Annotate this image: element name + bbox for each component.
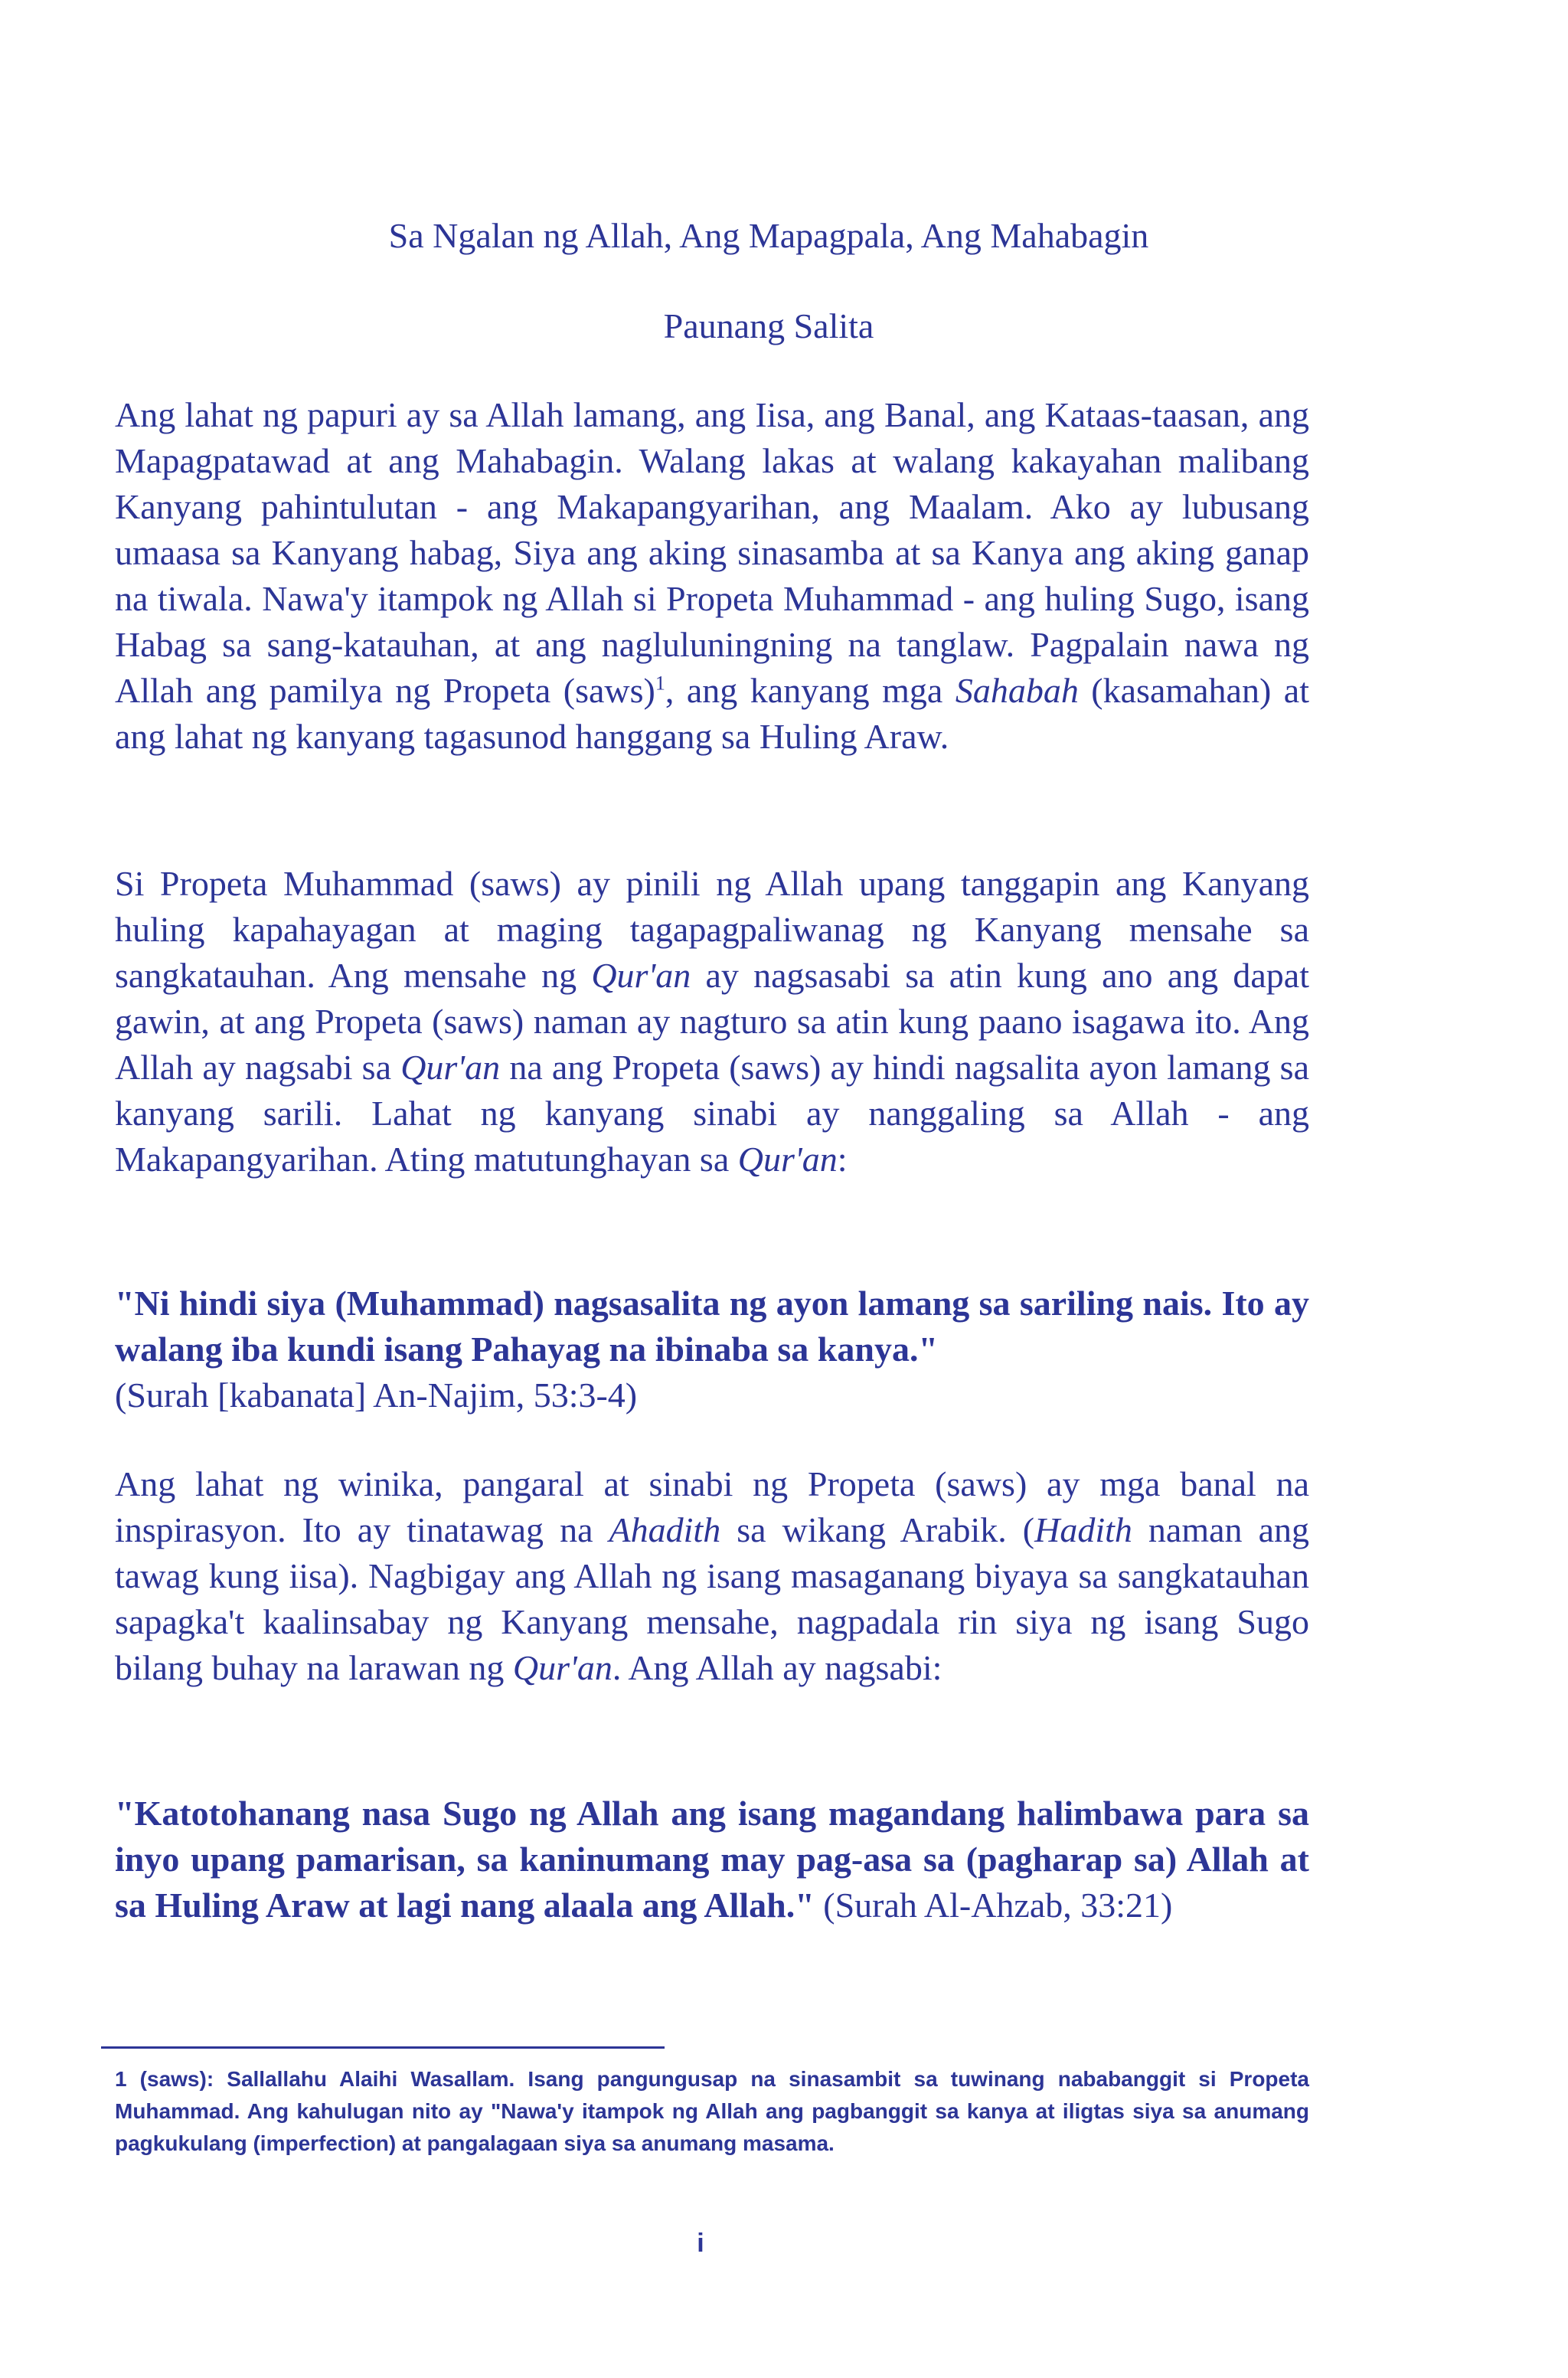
paragraph-3 <box>115 1461 1309 1691</box>
term-ahadith: Ahadith <box>609 1510 721 1549</box>
term-hadith: Hadith <box>1034 1510 1132 1549</box>
paragraph-1-text-c: (kasamahan) at ang lahat ng kanyang tagasunod hanggang sa Huling Araw. <box>115 671 1309 756</box>
footnote-label: 1 (saws): Sallallahu Alaihi Wasallam. <box>115 2067 515 2091</box>
footnote-divider <box>101 2046 665 2049</box>
paragraph-2-text-a: Si Propeta Muhammad (saws) ay pinili ng Allah upang tanggapin ang Kanyang huling kapahayagan at maging tagapagpaliwanag ng Kanyang mensahe sa sangkatauhan. Ang mensahe ng <box>115 864 1309 995</box>
footnote-text: Isang pangungusap na sinasambit sa tuwinang nababanggit si Propeta Muhammad. Ang kahulugan nito ay "Nawa'y itampok ng Allah ang pagbanggit sa kanya at iligtas siya sa anumang pagkukulang (imperfection) at pangalagaan siya sa anumang masama. <box>115 2067 1309 2155</box>
quote-1-text: "Ni hindi siya (Muhammad) nagsasalita ng ayon lamang sa sariling nais. Ito ay walang iba kundi isang Pahayag na ibinaba sa kanya." <box>115 1284 1309 1369</box>
quote-2-citation: (Surah Al-Ahzab, 33:21) <box>814 1886 1173 1925</box>
paragraph-2-text-c: na ang Propeta (saws) ay hindi nagsalita ayon lamang sa kanyang sarili. Lahat ng kanyang sinabi ay nanggaling sa Allah - ang Makapangyarihan. Ating matutunghayan sa <box>115 1048 1310 1179</box>
paragraph-3-text-c: naman ang tawag kung iisa). Nagbigay ang Allah ng isang masaganang biyaya sa sangkatauhan sapagka't kaalinsabay ng Kanyang mensahe, nagpadala rin siya ng isang Sugo bilang buhay na larawan ng <box>115 1510 1309 1687</box>
paragraph-3-text-d: . Ang Allah ay nagsabi: <box>612 1648 942 1687</box>
quote-an-najim <box>115 1281 1309 1418</box>
paragraph-1 <box>115 392 1309 760</box>
term-quran: Qur'an <box>400 1048 501 1087</box>
quote-2-text: "Katotohanang nasa Sugo ng Allah ang isang magandang halimbawa para sa inyo upang pamarisan, sa kaninumang may pag-asa sa (pagharap sa) Allah at sa Huling Araw at lagi nang alaala ang Allah." <box>115 1794 1309 1925</box>
term-sahabah: Sahabah <box>955 671 1079 710</box>
paragraph-3-text-a: Ang lahat ng winika, pangaral at sinabi ng Propeta (saws) ay mga banal na inspirasyon. Ito ay tinatawag na <box>115 1464 1309 1549</box>
paragraph-3-text-b: sa wikang Arabik. ( <box>720 1510 1035 1549</box>
quote-1-citation: (Surah [kabanata] An-Najim, 53:3-4) <box>115 1375 638 1415</box>
term-quran: Qur'an <box>512 1648 612 1687</box>
footnote <box>115 2063 1309 2160</box>
page-title: Paunang Salita <box>663 306 874 345</box>
invocation-heading: Sa Ngalan ng Allah, Ang Mapagpala, Ang Mahabagin <box>388 216 1149 255</box>
paragraph-2-text-d: : <box>837 1140 848 1179</box>
quote-al-ahzab <box>115 1791 1309 1928</box>
paragraph-1-text-a: Ang lahat ng papuri ay sa Allah lamang, ang Iisa, ang Banal, ang Kataas-taasan, ang Mapagpatawad at ang Mahabagin. Walang lakas at walang kakayahan malibang Kanyang pahintulutan - ang Makapangyarihan, ang Maalam. Ako ay lubusang umaasa sa Kanyang habag, Siya ang aking sinasamba at sa Kanya ang aking ganap na tiwala. Nawa'y itampok ng Allah si Propeta Muhammad - ang huling Sugo, isang Habag sa sang-katauhan, at ang nagluluningning na tanglaw. Pagpalain nawa ng Allah ang pamilya ng Propeta (saws) <box>115 395 1309 710</box>
paragraph-1-text-b: , ang kanyang mga <box>665 671 956 710</box>
term-quran: Qur'an <box>591 956 691 995</box>
paragraph-2 <box>115 861 1309 1182</box>
footnote-reference: 1 <box>655 672 665 695</box>
page-number: i <box>697 2229 704 2258</box>
paragraph-2-text-b: ay nagsasabi sa atin kung ano ang dapat gawin, at ang Propeta (saws) naman ay nagturo sa atin kung paano isagawa ito. Ang Allah ay nagsabi sa <box>115 956 1310 1087</box>
term-quran: Qur'an <box>737 1140 838 1179</box>
